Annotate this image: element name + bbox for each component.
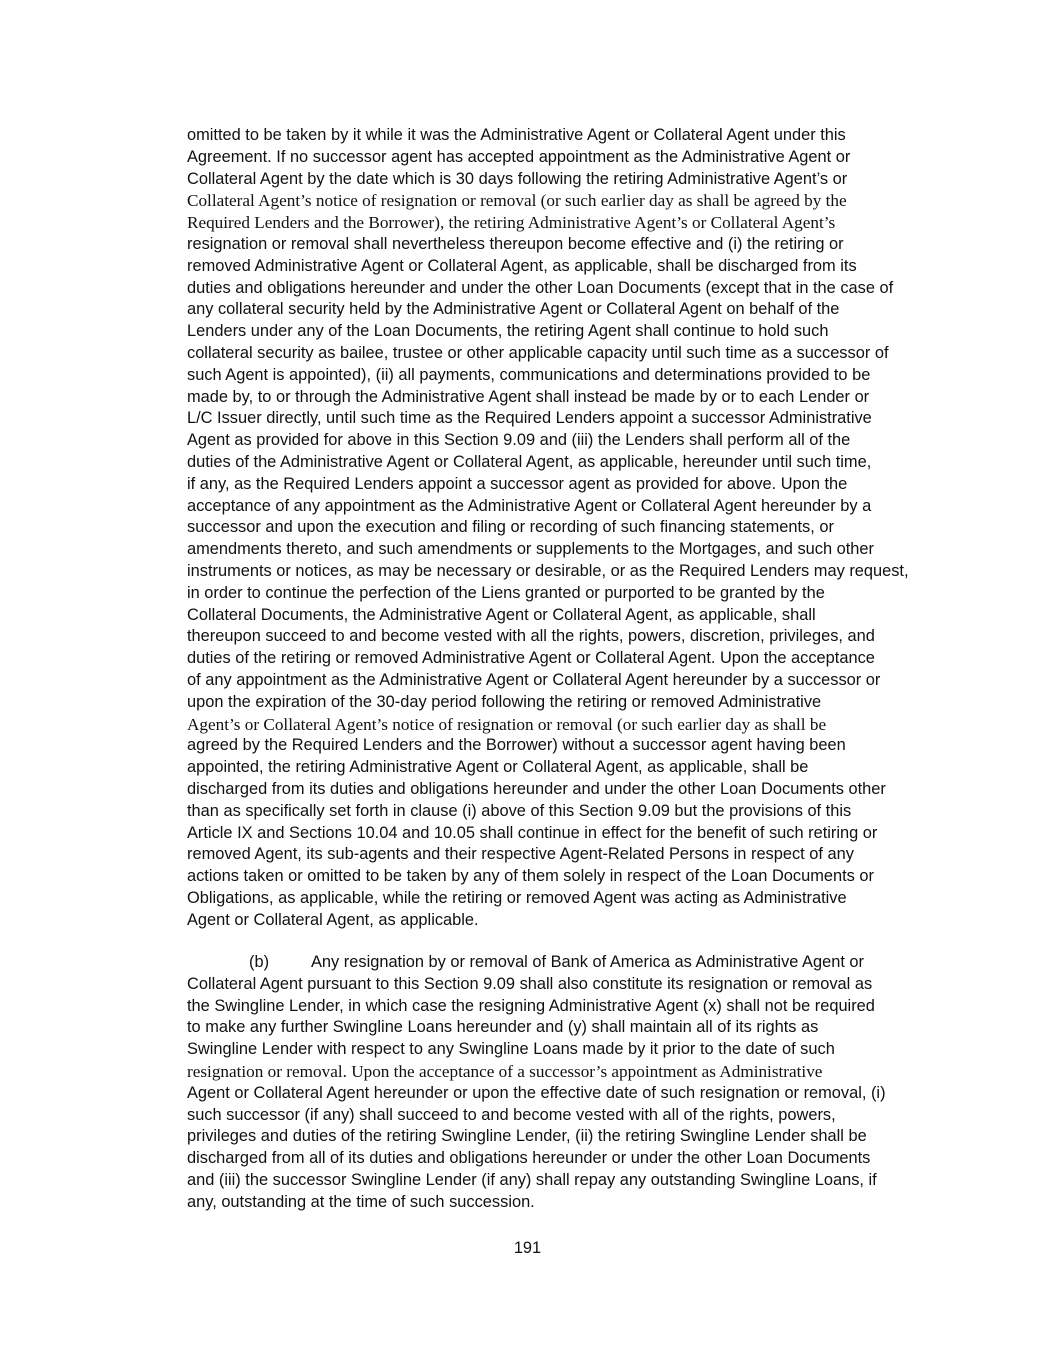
- text-line: duties of the Administrative Agent or Collateral Agent, as applicable, hereunder until such time,: [187, 452, 872, 471]
- text-line: discharged from all of its duties and obligations hereunder or under the other Loan Documents: [187, 1149, 871, 1168]
- text-line: agreed by the Required Lenders and the Borrower) without a successor agent having been: [187, 736, 846, 755]
- text-line: such successor (if any) shall succeed to and become vested with all of the rights, powers,: [187, 1105, 836, 1124]
- text-line: duties of the retiring or removed Administrative Agent or Collateral Agent. Upon the acceptance: [187, 649, 875, 668]
- text-line: Required Lenders and the Borrower), the retiring Administrative Agent’s or Collateral Agent’s: [187, 213, 836, 233]
- text-line: Obligations, as applicable, while the retiring or removed Agent was acting as Administrative: [187, 888, 847, 907]
- page-number: 191: [513, 1239, 542, 1257]
- text-line: L/C Issuer directly, until such time as the Required Lenders appoint a successor Administrative: [187, 409, 872, 428]
- text-line: Agent’s or Collateral Agent’s notice of resignation or removal (or such earlier day as shall be: [187, 714, 827, 734]
- text-line-body: Any resignation by or removal of Bank of America as Administrative Agent or: [311, 953, 864, 971]
- text-line: the Swingline Lender, in which case the resigning Administrative Agent (x) shall not be required: [187, 996, 875, 1015]
- text-line: removed Agent, its sub-agents and their respective Agent-Related Persons in respect of any: [187, 845, 854, 864]
- text-line: Agent or Collateral Agent, as applicable.: [187, 910, 479, 929]
- paragraph-continuation: [187, 125, 929, 931]
- text-line: collateral security as bailee, trustee or other applicable capacity until such time as a successor of: [187, 343, 889, 362]
- text-line: any, outstanding at the time of such succession.: [187, 1192, 535, 1211]
- text-line: removed Administrative Agent or Collateral Agent, as applicable, shall be discharged from its: [187, 256, 857, 275]
- text-line: if any, as the Required Lenders appoint a successor agent as provided for above. Upon the: [187, 474, 848, 493]
- text-line: to make any further Swingline Loans hereunder and (y) shall maintain all of its rights as: [187, 1018, 819, 1037]
- text-line: instruments or notices, as may be necessary or desirable, or as the Required Lenders may request,: [187, 561, 909, 580]
- text-line: discharged from its duties and obligations hereunder and under the other Loan Documents other: [187, 779, 886, 798]
- text-line: actions taken or omitted to be taken by any of them solely in respect of the Loan Documents or: [187, 867, 874, 886]
- text-line: Collateral Agent’s notice of resignation or removal (or such earlier day as shall be agreed by the: [187, 191, 847, 211]
- text-line: privileges and duties of the retiring Swingline Lender, (ii) the retiring Swingline Lender shall be: [187, 1127, 867, 1146]
- text-line: Collateral Documents, the Administrative Agent or Collateral Agent, as applicable, shall: [187, 605, 816, 624]
- text-line: Collateral Agent by the date which is 30 days following the retiring Administrative Agent’s or: [187, 169, 848, 188]
- text-line: such Agent is appointed), (ii) all payments, communications and determinations provided to be: [187, 365, 871, 384]
- text-line: than as specifically set forth in clause (i) above of this Section 9.09 but the provisions of this: [187, 801, 852, 820]
- text-line: thereupon succeed to and become vested with all the rights, powers, discretion, privileges, and: [187, 627, 875, 646]
- text-line: resignation or removal. Upon the acceptance of a successor’s appointment as Administrative: [187, 1061, 823, 1081]
- paragraph-b: [187, 952, 929, 1214]
- text-line: in order to continue the perfection of the Liens granted or purported to be granted by the: [187, 583, 825, 602]
- text-line: any collateral security held by the Administrative Agent or Collateral Agent on behalf of the: [187, 300, 840, 319]
- text-line: omitted to be taken by it while it was the Administrative Agent or Collateral Agent under this: [187, 126, 846, 144]
- text-line: Article IX and Sections 10.04 and 10.05 shall continue in effect for the benefit of such retiring or: [187, 823, 878, 842]
- text-line: upon the expiration of the 30-day period following the retiring or removed Administrative: [187, 692, 822, 711]
- text-line: duties and obligations hereunder and under the other Loan Documents (except that in the case of: [187, 278, 894, 297]
- text-line: amendments thereto, and such amendments or supplements to the Mortgages, and such other: [187, 540, 874, 559]
- text-line: of any appointment as the Administrative Agent or Collateral Agent hereunder by a successor or: [187, 670, 881, 689]
- text-line: appointed, the retiring Administrative Agent or Collateral Agent, as applicable, shall be: [187, 758, 809, 777]
- text-line: Agreement. If no successor agent has accepted appointment as the Administrative Agent or: [187, 147, 851, 166]
- text-line: Agent as provided for above in this Section 9.09 and (iii) the Lenders shall perform all of the: [187, 431, 851, 450]
- text-line: successor and upon the execution and filing or recording of such financing statements, or: [187, 518, 834, 537]
- text-line: Collateral Agent pursuant to this Section 9.09 shall also constitute its resignation or removal as: [187, 974, 873, 993]
- paragraph-label: (b): [249, 953, 270, 971]
- text-line: [187, 952, 929, 974]
- text-line: made by, to or through the Administrative Agent shall instead be made by or to each Lender or: [187, 387, 870, 406]
- text-line: Agent or Collateral Agent hereunder or upon the effective date of such resignation or removal, (i): [187, 1083, 886, 1102]
- text-line: Lenders under any of the Loan Documents, the retiring Agent shall continue to hold such: [187, 322, 829, 341]
- text-line: resignation or removal shall nevertheless thereupon become effective and (i) the retiring or: [187, 234, 844, 253]
- text-line: Swingline Lender with respect to any Swingline Loans made by it prior to the date of such: [187, 1040, 835, 1059]
- text-line: and (iii) the successor Swingline Lender (if any) shall repay any outstanding Swingline Loans, if: [187, 1170, 877, 1189]
- text-line: acceptance of any appointment as the Administrative Agent or Collateral Agent hereunder by a: [187, 496, 872, 515]
